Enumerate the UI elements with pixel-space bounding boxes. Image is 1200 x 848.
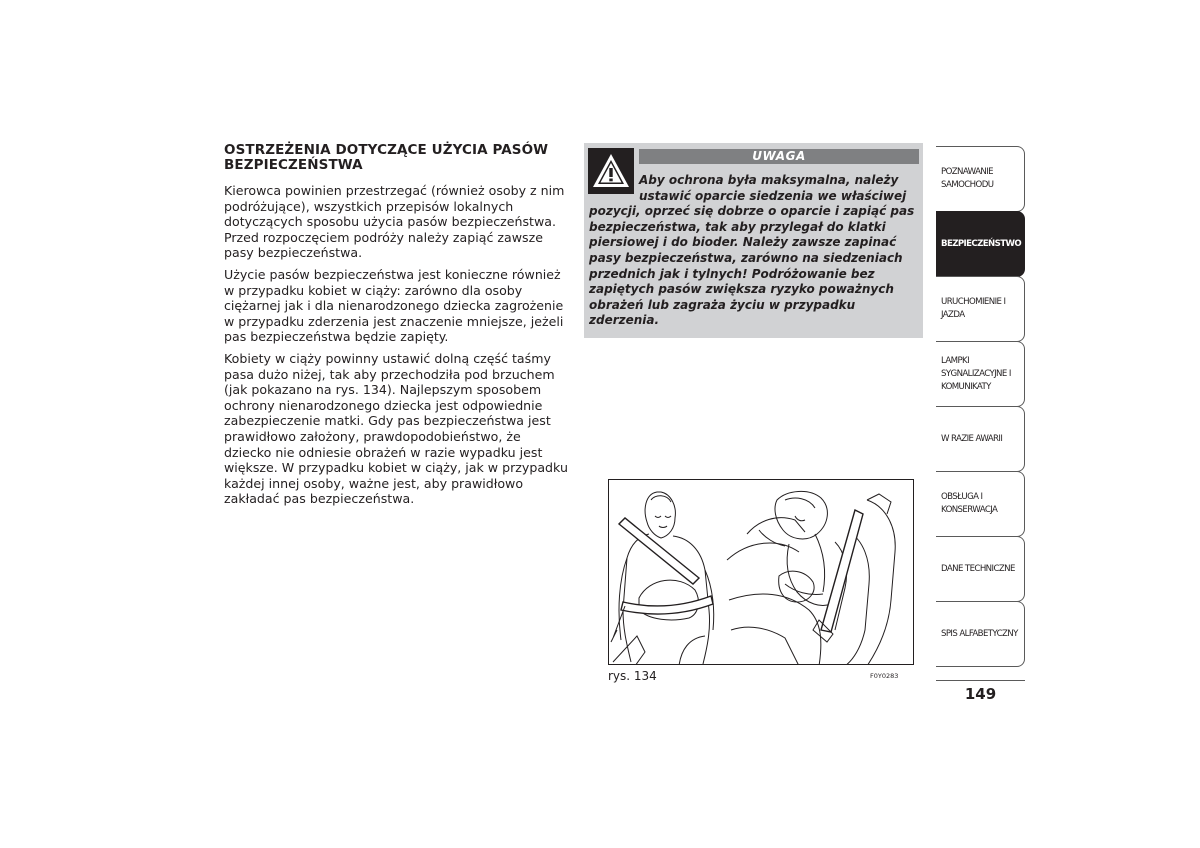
tab-bezpieczenstwo[interactable] xyxy=(936,211,1025,277)
chapter-tabs xyxy=(936,146,1025,667)
tab-lampki-sygnalizacyjne[interactable] xyxy=(936,341,1025,407)
body-text xyxy=(224,183,572,513)
figure-caption: rys. 134 xyxy=(608,669,657,683)
paragraph: Kobiety w ciąży powinny ustawić dolną część taśmy pasa dużo niżej, tak aby przechodziła pod brzuchem (jak pokazano na rys. 134). Najlepszym sposobem ochrony nienarodzonego dziecka jest odpowiednie zabezpieczenie matki. Gdy pas bezpieczeństwa jest prawidłowo założony, prawdopodobieństwo, że dziecko nie odniesie obrażeń w razie wypadku jest większe. W przypadku kobiet w ciąży, jak w przypadku każdej innej osoby, ważne jest, aby prawidłowo zakładać pas bezpieczeństwa. xyxy=(224,350,568,507)
warning-text-first: Aby ochrona była maksymalna, należy ustawić oparcie siedzenia we właściwej xyxy=(639,173,907,203)
tab-obsluga-i-konserwacja[interactable] xyxy=(936,471,1025,537)
seatbelt-illustration xyxy=(608,479,914,665)
tab-dane-techniczne[interactable] xyxy=(936,536,1025,602)
section-title: OSTRZEŻENIA DOTYCZĄCE UŻYCIA PASÓW BEZPIECZEŃSTWA xyxy=(224,142,549,173)
tab-label: URUCHOMIENIE I JAZDA xyxy=(941,297,1006,320)
tab-label: OBSŁUGA I KONSERWACJA xyxy=(941,492,998,515)
tab-label: LAMPKI SYGNALIZACYJNE I KOMUNIKATY xyxy=(941,355,1011,392)
warning-text-rest: pozycji, oprzeć się dobrze o oparcie i zapiąć pas bezpieczeństwa, tak aby przylegał do klatki piersiowej i do bioder. Należy zawsze zapinać pasy bezpieczeństwa, zarówno na siedzeniach przednich jak i tylnych! Podróżowanie bez zapiętych pasów zwiększa ryzyko poważnych obrażeń lub zagraża życiu w przypadku zderzenia. xyxy=(589,204,915,328)
tab-label: W RAZIE AWARII xyxy=(941,433,1003,444)
figure-code: F0Y0283 xyxy=(870,672,899,680)
tab-label: POZNAWANIE SAMOCHODU xyxy=(941,167,994,190)
tab-w-razie-awarii[interactable] xyxy=(936,406,1025,472)
page-number: 149 xyxy=(964,685,997,703)
pregnant-woman-drawing xyxy=(611,492,714,665)
tab-poznawanie-samochodu[interactable] xyxy=(936,146,1025,212)
warning-text xyxy=(589,173,919,329)
car-interior-drawing xyxy=(727,491,895,665)
tab-uruchomienie-i-jazda[interactable] xyxy=(936,276,1025,342)
tab-spis-alfabetyczny[interactable] xyxy=(936,601,1025,667)
warning-heading: UWAGA xyxy=(639,149,919,164)
tab-label: SPIS ALFABETYCZNY xyxy=(941,628,1018,639)
paragraph: Użycie pasów bezpieczeństwa jest konieczne również w przypadku kobiet w ciąży: zarówno dla osoby ciężarnej jak i dla nienarodzonego dziecka zagrożenie w przypadku zderzenia jest znaczenie mniejsze, jeżeli pas bezpieczeństwa będzie zapięty. xyxy=(224,266,564,345)
page-rule xyxy=(936,680,1025,681)
tab-label: DANE TECHNICZNE xyxy=(941,563,1015,574)
paragraph: Kierowca powinien przestrzegać (również osoby z nim podróżujące), wszystkich przepisów lokalnych dotyczących sposobu użycia pasów bezpieczeństwa. Przed rozpoczęciem podróży należy zapiąć zawsze pasy bezpieczeństwa. xyxy=(224,183,565,261)
tab-label: BEZPIECZEŃSTWO xyxy=(941,238,1022,249)
